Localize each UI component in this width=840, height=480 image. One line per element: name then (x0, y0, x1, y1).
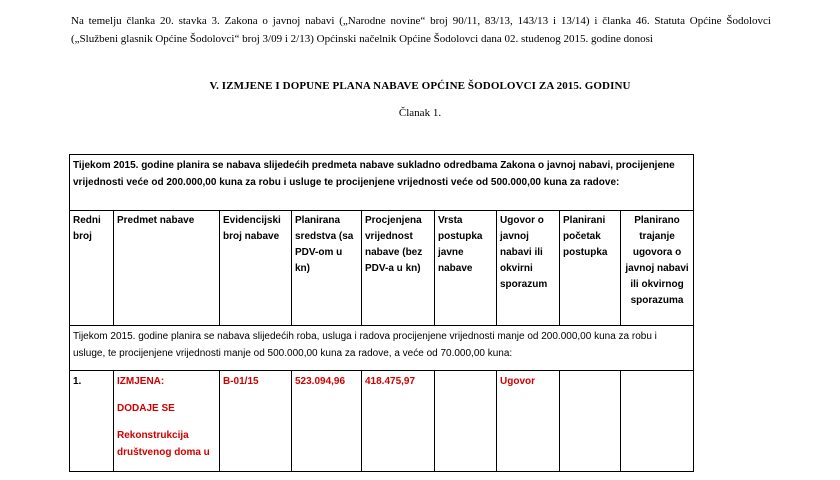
document-heading: V. IZMJENE I DOPUNE PLANA NABAVE OPĆINE ŠODOLOVCI ZA 2015. GODINU (209, 80, 631, 92)
header-planirano-trajanje: Planirano trajanje ugovora o javnoj nabavi ili okvirnog sporazuma (621, 211, 694, 326)
row-ugovor: Ugovor (497, 371, 560, 472)
header-ugovor: Ugovor o javnoj nabavi ili okvirni sporazum (497, 211, 560, 326)
dodaje-label: DODAJE SE (117, 403, 175, 414)
row-planirano-trajanje (621, 371, 694, 472)
header-vrsta-postupka: Vrsta postupka javne nabave (435, 211, 497, 326)
table-row (70, 371, 694, 472)
header-planirani-pocetak: Planirani početak postupka (560, 211, 621, 326)
procurement-plan-table (69, 154, 694, 472)
lower-threshold-intro: Tijekom 2015. godine planira se nabava slijedećih roba, usluga i radova procijenjene vrijednosti manje od 200.000,00 kuna za robu i usluge, te procijenjene vrijednosti manje od 500.000,00 kuna za radove, a veće od 70.000,00 kuna: (70, 326, 694, 371)
row-evidencijski-broj: B-01/15 (220, 371, 292, 472)
predmet-text: Rekonstrukcija društvenog doma u (117, 430, 210, 458)
intro-paragraph: Na temelju članka 20. stavka 3. Zakona o javnoj nabavi („Narodne novine“ broj 90/11, 83/13, 143/13 i 13/14) i članka 46. Statuta Općine Šodolovci („Službeni glasnik Općine Šodolovci“ broj 3/09 i 2/13) Općinski načelnik Općine Šodolovci dana 02. studenog 2015. godine donosi (71, 15, 771, 45)
row-planirani-pocetak (560, 371, 621, 472)
row-redni-broj: 1. (70, 371, 114, 472)
header-redni-broj: Redni broj (70, 211, 114, 326)
row-vrsta-postupka (435, 371, 497, 472)
row-planirana-sredstva: 523.094,96 (292, 371, 362, 472)
article-label: Članak 1. (398, 107, 442, 119)
header-evidencijski-broj: Evidencijski broj nabave (220, 211, 292, 326)
header-planirana-sredstva: Planirana sredstva (sa PDV-om u kn) (292, 211, 362, 326)
upper-threshold-intro: Tijekom 2015. godine planira se nabava slijedećih predmeta nabave sukladno odredbama Zakona o javnoj nabavi, procijenjene vrijednosti veće od 200.000,00 kuna za robu i usluge te procijenjene vrijednosti veće od 500.000,00 kuna za radove: (70, 155, 694, 211)
header-procjenjena-vrijednost: Procjenjena vrijednost nabave (bez PDV-a u kn) (362, 211, 435, 326)
izmjena-label: IZMJENA: (117, 376, 165, 387)
row-procjenjena-vrijednost: 418.475,97 (362, 371, 435, 472)
row-predmet-nabave (114, 371, 220, 472)
header-predmet-nabave: Predmet nabave (114, 211, 220, 326)
